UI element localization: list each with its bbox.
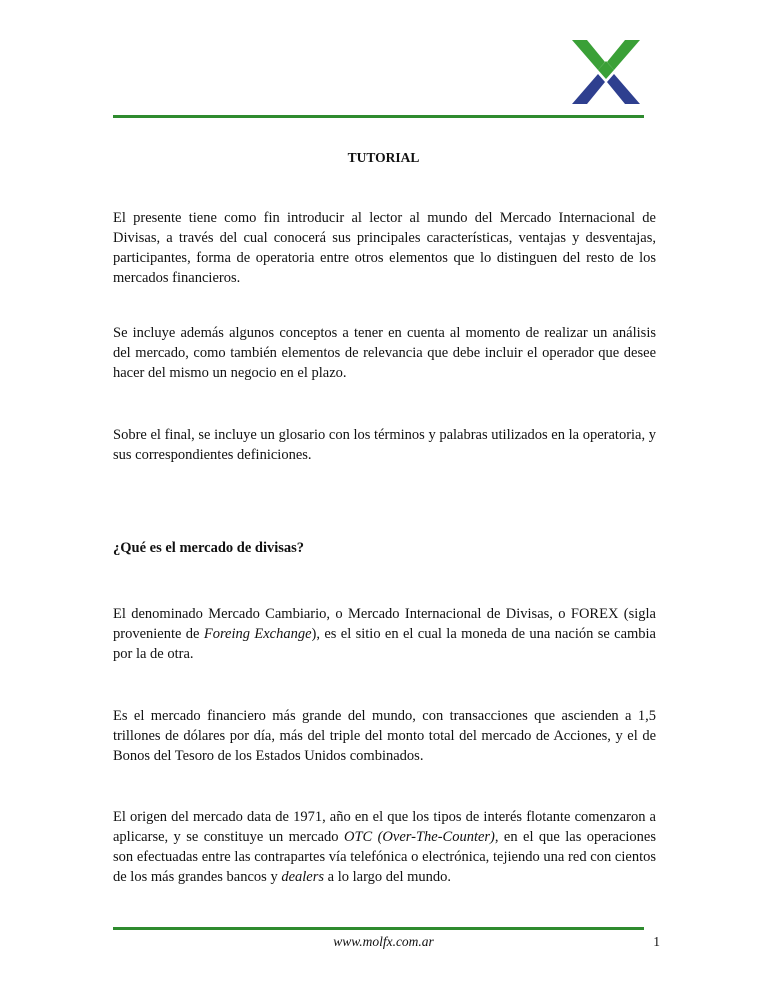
document-title: TUTORIAL [347, 150, 420, 165]
intro-paragraph-2: Se incluye además algunos conceptos a tener en cuenta al momento de realizar un análisis del mercado, como también elementos de relevancia que debe incluir el operador que desee hacer del mismo un negocio en el plazo. [113, 325, 656, 381]
emphasis-foreing-exchange: Foreing Exchange [203, 626, 312, 642]
intro-paragraph-1: El presente tiene como fin introducir al lector al mundo del Mercado Internacional de Divisas, a través del cual conocerá sus principales características, ventajas y desventajas, participantes, forma de operatoria entre otros elementos que lo distinguen del resto de los mercados financieros. [113, 210, 656, 286]
section-heading: ¿Qué es el mercado de divisas? [113, 540, 305, 556]
section-paragraph-1: El denominado Mercado Cambiario, o Mercado Internacional de Divisas, o FOREX (sigla proveniente de Foreing Exchange), es el sitio en el cual la moneda de una nación se cambia por la de otra. [113, 606, 656, 662]
emphasis-otc: OTC (Over-The-Counter) [343, 829, 495, 845]
section-paragraph-2: Es el mercado financiero más grande del mundo, con transacciones que ascienden a 1,5 trillones de dólares por día, más del triple del monto total del mercado de Acciones, y el de Bonos del Tesoro de los Estados Unidos combinados. [113, 708, 656, 764]
footer-rule [113, 927, 644, 930]
header-rule [113, 115, 644, 118]
intro-paragraph-3: Sobre el final, se incluye un glosario con los términos y palabras utilizados en la operatoria, y sus correspondientes definiciones. [113, 427, 656, 463]
page-number: 1 [653, 934, 660, 949]
footer-url: www.molfx.com.ar [333, 934, 434, 949]
section-paragraph-3: El origen del mercado data de 1971, año en el que los tipos de interés flotante comenzaron a aplicarse, y se constituye un mercado OTC (Over-The-Counter), en el que las operaciones son efectuadas entre las contrapartes vía telefónica o electrónica, tejiendo una red con cientos de los más grandes bancos y dealers a lo largo del mundo. [113, 809, 657, 885]
logo-blue-left-chevron [572, 74, 605, 104]
emphasis-dealers: dealers [281, 869, 325, 885]
logo-green-right-chevron [607, 40, 640, 70]
logo-blue-right-chevron [607, 74, 640, 104]
molfx-logo [568, 34, 644, 108]
logo-green-left-chevron [572, 40, 605, 70]
